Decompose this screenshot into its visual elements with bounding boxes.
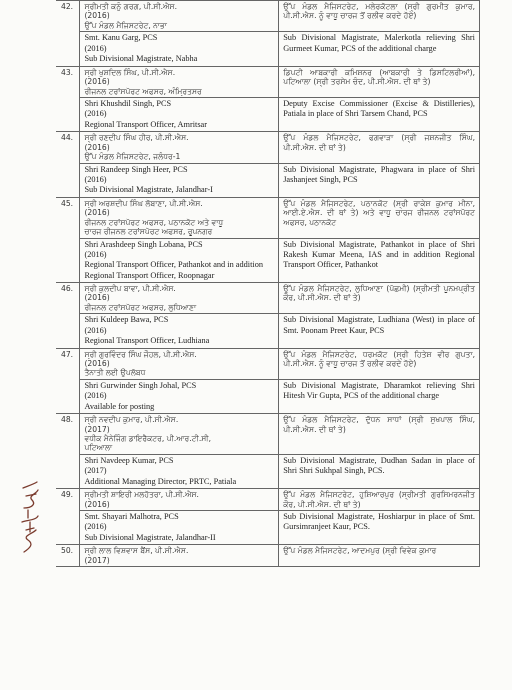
officer-name-punjabi: [80, 197, 279, 238]
officer-line-english: Smt. Kanu Garg, PCS: [84, 33, 158, 43]
entry-number: 45.: [56, 197, 80, 282]
officer-line-punjabi: (2017): [84, 555, 110, 565]
officer-line-punjabi: ਸ੍ਰੀਮਤੀ ਕਨੂੰ ਗਰਗ, ਪੀ.ਸੀ.ਐਸ.: [84, 2, 178, 11]
officer-line-punjabi: (2016): [84, 358, 110, 368]
officer-line-english: (2016): [84, 43, 107, 53]
margin-signature: [14, 478, 44, 558]
officer-line-punjabi: (2016): [84, 77, 110, 87]
officer-line-punjabi: ਸ੍ਰੀ ਗੁਰਵਿੰਦਰ ਸਿੰਘ ਜੌਹਲ, ਪੀ.ਸੀ.ਐਸ.: [84, 349, 197, 359]
officer-line-punjabi: ਸ੍ਰੀਮਤੀ ਸ਼ਾਇਰੀ ਮਲਹੋਤਰਾ, ਪੀ.ਸੀ.ਐਸ.: [84, 490, 199, 500]
entry-number: 47.: [56, 348, 80, 414]
officer-line-english: (2016): [84, 174, 107, 184]
new-posting-english: Deputy Excise Commissioner (Excise & Distilleries), Patiala in place of Shri Tarsem Chand, PCS: [279, 97, 480, 131]
officer-name-punjabi: [80, 66, 279, 97]
new-posting-punjabi: ਉੱਪ ਮੰਡਲ ਮੈਜਿਸਟਰੇਟ, ਦੁੱਧਨ ਸਾਧਾਂ (ਸ੍ਰੀ ਸੁਖਪਾਲ ਸਿੰਘ, ਪੀ.ਸੀ.ਐਸ. ਦੀ ਥਾਂ ਤੇ): [279, 414, 480, 455]
officer-line-punjabi: ਸ੍ਰੀ ਕੁਲਦੀਪ ਬਾਵਾ, ਪੀ.ਸੀ.ਐਸ.: [84, 283, 176, 293]
new-posting-english: Sub Divisional Magistrate, Dudhan Sadan in place of Shri Shri Sukhpal Singh, PCS.: [279, 454, 480, 488]
entry-english-row: [56, 238, 480, 282]
officer-name-punjabi: [80, 132, 279, 163]
officer-line-punjabi: ਸ੍ਰੀ ਲਾਲ ਵਿਸ਼ਵਾਸ ਬੈਂਸ, ਪੀ.ਸੀ.ਐਸ.: [84, 546, 189, 556]
officer-line-punjabi: (2016): [84, 11, 110, 21]
new-posting-punjabi: ਉੱਪ ਮੰਡਲ ਮੈਜਿਸਟਰੇਟ, ਪਠਾਨਕੋਟ (ਸ੍ਰੀ ਰਾਕੇਸ਼ ਕੁਮਾਰ ਮੀਨਾ, ਆਈ.ਏ.ਐਸ. ਦੀ ਥਾਂ ਤੇ) ਅਤੇ ਵਾਧੂ ਚਾਰਜ ਰੀਜਨਲ ਟਰਾਂਸਪੋਰਟ ਅਫਸਰ, ਪਠਾਨਕੋਟ: [279, 197, 480, 238]
entry-english-row: [56, 32, 480, 66]
entry-english-row: [56, 511, 480, 545]
officer-line-english: Regional Transport Officer, Ludhiana: [84, 336, 210, 346]
officer-line-punjabi: (2016): [84, 142, 110, 152]
officer-line-punjabi: ਪਟਿਆਲਾ: [84, 443, 113, 453]
new-posting-english: Sub Divisional Magistrate, Ludhiana (West) in place of Smt. Poonam Preet Kaur, PCS: [279, 314, 480, 348]
officer-line-english: Shri Khushdil Singh, PCS: [84, 98, 172, 108]
officer-name-english: [80, 32, 279, 66]
new-posting-punjabi: ਉੱਪ ਮੰਡਲ ਮੈਜਿਸਟਰੇਟ, ਆਦਮਪੁਰ (ਸ੍ਰੀ ਵਿਵੇਕ ਕੁਮਾਰ: [279, 545, 480, 567]
officer-line-punjabi: ਰੀਜਨਲ ਟਰਾਂਸਪੋਰਟ ਅਫਸਰ, ਲੁਧਿਆਣਾ: [84, 302, 197, 312]
officer-line-english: Shri Gurwinder Singh Johal, PCS: [84, 380, 197, 390]
entry-punjabi-row: [56, 1, 480, 32]
officer-line-punjabi: ਸ੍ਰੀ ਰਣਦੀਪ ਸਿੰਘ ਹੀਰ, ਪੀ.ਸੀ.ਐਸ.: [84, 133, 189, 143]
entry-punjabi-row: [56, 282, 480, 313]
officer-line-punjabi: ਸ੍ਰੀ ਅਰਸ਼ਦੀਪ ਸਿੰਘ ਲੋਬਾਣਾ, ਪੀ.ਸੀ.ਐਸ.: [84, 198, 203, 208]
new-posting-english: Sub Divisional Magistrate, Dharamkot relieving Shri Hitesh Vir Gupta, PCS of the additional charge: [279, 379, 480, 413]
entry-number: 44.: [56, 132, 80, 198]
officer-name-english: [80, 314, 279, 348]
entry-number: 42.: [56, 1, 80, 67]
new-posting-punjabi: ਉੱਪ ਮੰਡਲ ਮੈਜਿਸਟਰੇਟ, ਮਲੇਰਕੋਟਲਾ (ਸ੍ਰੀ ਗੁਰਮੀਤ ਕੁਮਾਰ, ਪੀ.ਸੀ.ਐਸ. ਨੂੰ ਵਾਧੂ ਚਾਰਜ ਤੋਂ ਰਲੀਵ ਕਰਦੇ ਹੋਏ): [279, 1, 480, 32]
entry-punjabi-row: [56, 489, 480, 511]
officer-line-english: Shri Arashdeep Singh Lobana, PCS: [84, 239, 203, 249]
officer-name-punjabi: [80, 489, 279, 511]
officer-line-punjabi: (2016): [84, 499, 110, 509]
new-posting-english: Sub Divisional Magistrate, Phagwara in place of Shri Jashanjeet Singh, PCS: [279, 163, 480, 197]
entry-english-row: [56, 314, 480, 348]
officer-line-english: (2016): [84, 325, 107, 335]
officer-line-english: Shri Navdeep Kumar, PCS: [84, 455, 174, 465]
entry-number: 50.: [56, 545, 80, 567]
posting-table: [56, 0, 480, 567]
officer-line-punjabi: (2016): [84, 293, 110, 303]
officer-line-english: Shri Randeep Singh Heer, PCS: [84, 164, 188, 174]
new-posting-punjabi: ਉੱਪ ਮੰਡਲ ਮੈਜਿਸਟਰੇਟ, ਫਗਵਾੜਾ (ਸ੍ਰੀ ਜਸ਼ਨਜੀਤ ਸਿੰਘ, ਪੀ.ਸੀ.ਐਸ. ਦੀ ਥਾਂ ਤੇ): [279, 132, 480, 163]
officer-line-punjabi: ਵਧੀਕ ਮੈਨੇਜਿੰਗ ਡਾਇਰੈਕਟਰ, ਪੀ.ਆਰ.ਟੀ.ਸੀ,: [84, 434, 212, 443]
officer-line-punjabi: (2017): [84, 424, 110, 434]
officer-name-punjabi: [80, 545, 279, 567]
entry-number: 46.: [56, 282, 80, 348]
officer-line-english: (2016): [84, 109, 107, 119]
officer-name-punjabi: [80, 282, 279, 313]
officer-line-english: Regional Transport Officer, Pathankot and in addition Regional Transport Officer, Roopnagar: [84, 260, 264, 280]
entry-punjabi-row: [56, 348, 480, 379]
new-posting-punjabi: ਉੱਪ ਮੰਡਲ ਮੈਜਿਸਟਰੇਟ, ਹੁਸ਼ਿਆਰਪੁਰ (ਸ੍ਰੀਮਤੀ ਗੁਰਸਿਮਰਨਜੀਤ ਕੌਰ, ਪੀ.ਸੀ.ਐਸ. ਦੀ ਥਾਂ ਤੇ): [279, 489, 480, 511]
officer-line-english: (2017): [84, 466, 107, 476]
officer-line-punjabi: ਸ੍ਰੀ ਨਵਦੀਪ ਕੁਮਾਰ, ਪੀ.ਸੀ.ਐਸ.: [84, 415, 179, 425]
officer-line-english: (2016): [84, 391, 107, 401]
officer-line-english: Sub Divisional Magistrate, Nabha: [84, 54, 198, 64]
entry-english-row: [56, 163, 480, 197]
entry-punjabi-row: [56, 66, 480, 97]
document-page: [56, 0, 488, 690]
officer-line-punjabi: ਰੀਜਨਲ ਟਰਾਂਸਪੋਰਟ ਅਫਸਰ, ਪਠਾਨਕੋਟ ਅਤੇ ਵਾਧੂ: [84, 217, 224, 227]
officer-name-english: [80, 511, 279, 545]
officer-line-english: Sub Divisional Magistrate, Jalandhar-II: [84, 532, 216, 542]
new-posting-punjabi: ਡਿਪਟੀ ਆਬਕਾਰੀ ਕਮਿਸ਼ਨਰ (ਆਬਕਾਰੀ ਤੇ ਡਿਸਟਿਲਰੀਆਂ), ਪਟਿਆਲਾ (ਸ੍ਰੀ ਤਰਸੇਮ ਚੰਦ, ਪੀ.ਸੀ.ਐਸ. ਦੀ ਥਾਂ ਤੇ): [279, 66, 480, 97]
entry-punjabi-row: [56, 414, 480, 455]
officer-line-punjabi: ਚਾਰਜ ਰੀਜਨਲ ਟਰਾਂਸਪੋਰਟ ਅਫਸਰ, ਰੂਪਨਗਰ: [84, 227, 213, 237]
officer-line-punjabi: ਤੈਨਾਤੀ ਲਈ ਉਪਲੱਬਧ: [84, 368, 146, 378]
officer-line-english: Additional Managing Director, PRTC, Patiala: [84, 476, 237, 486]
entry-number: 43.: [56, 66, 80, 132]
officer-line-english: (2016): [84, 522, 107, 532]
entry-punjabi-row: [56, 132, 480, 163]
entry-punjabi-row: [56, 197, 480, 238]
new-posting-punjabi: ਉੱਪ ਮੰਡਲ ਮੈਜਿਸਟਰੇਟ, ਲੁਧਿਆਣਾ (ਪੱਛਮੀ) (ਸ੍ਰੀਮਤੀ ਪੂਨਮਪ੍ਰੀਤ ਕੌਰ, ਪੀ.ਸੀ.ਐਸ. ਦੀ ਥਾਂ ਤੇ): [279, 282, 480, 313]
officer-name-english: [80, 379, 279, 413]
entry-english-row: [56, 379, 480, 413]
officer-name-english: [80, 97, 279, 131]
officer-name-punjabi: [80, 348, 279, 379]
entry-punjabi-row: [56, 545, 480, 567]
entry-number: 48.: [56, 414, 80, 489]
entry-english-row: [56, 454, 480, 488]
officer-line-punjabi: ਰੀਜਨਲ ਟਰਾਂਸਪੋਰਟ ਅਫਸਰ, ਅੰਮ੍ਰਿਤਸਰ: [84, 86, 202, 96]
officer-line-english: (2016): [84, 249, 107, 259]
entry-number: 49.: [56, 489, 80, 545]
new-posting-english: Sub Divisional Magistrate, Malerkotla relieving Shri Gurmeet Kumar, PCS of the additional charge: [279, 32, 480, 66]
officer-line-english: Available for posting: [84, 401, 155, 411]
entry-english-row: [56, 97, 480, 131]
officer-name-english: [80, 454, 279, 488]
officer-line-punjabi: ਉੱਪ ਮੰਡਲ ਮੈਜਿਸਟਰੇਟ, ਨਾਭਾ: [84, 20, 167, 30]
officer-line-english: Sub Divisional Magistrate, Jalandhar-I: [84, 185, 213, 195]
new-posting-punjabi: ਉੱਪ ਮੰਡਲ ਮੈਜਿਸਟਰੇਟ, ਧਰਮਕੋਟ (ਸ੍ਰੀ ਹਿਤੇਸ਼ ਵੀਰ ਗੁਪਤਾ, ਪੀ.ਸੀ.ਐਸ. ਨੂੰ ਵਾਧੂ ਚਾਰਜ ਤੋਂ ਰਲੀਵ ਕਰਦੇ ਹੋਏ): [279, 348, 480, 379]
officer-name-english: [80, 238, 279, 282]
officer-line-punjabi: ਸ੍ਰੀ ਖੁਸ਼ਦਿਲ ਸਿੰਘ, ਪੀ.ਸੀ.ਐਸ.: [84, 67, 176, 77]
officer-line-punjabi: (2016): [84, 208, 110, 218]
officer-name-punjabi: [80, 414, 279, 455]
officer-line-english: Shri Kuldeep Bawa, PCS: [84, 315, 169, 325]
new-posting-english: Sub Divisional Magistrate, Pathankot in place of Shri Rakesh Kumar Meena, IAS and in addition Regional Transport Officer, Pathankot: [279, 238, 480, 282]
officer-line-english: Smt. Shayari Malhotra, PCS: [84, 512, 179, 522]
officer-name-punjabi: [80, 1, 279, 32]
officer-line-english: Regional Transport Officer, Amritsar: [84, 119, 208, 129]
new-posting-english: Sub Divisional Magistrate, Hoshiarpur in place of Smt. Gursimranjeet Kaur, PCS.: [279, 511, 480, 545]
officer-name-english: [80, 163, 279, 197]
officer-line-punjabi: ਉੱਪ ਮੰਡਲ ਮੈਜਿਸਟਰੇਟ, ਜਲੰਧਰ-1: [84, 152, 181, 162]
